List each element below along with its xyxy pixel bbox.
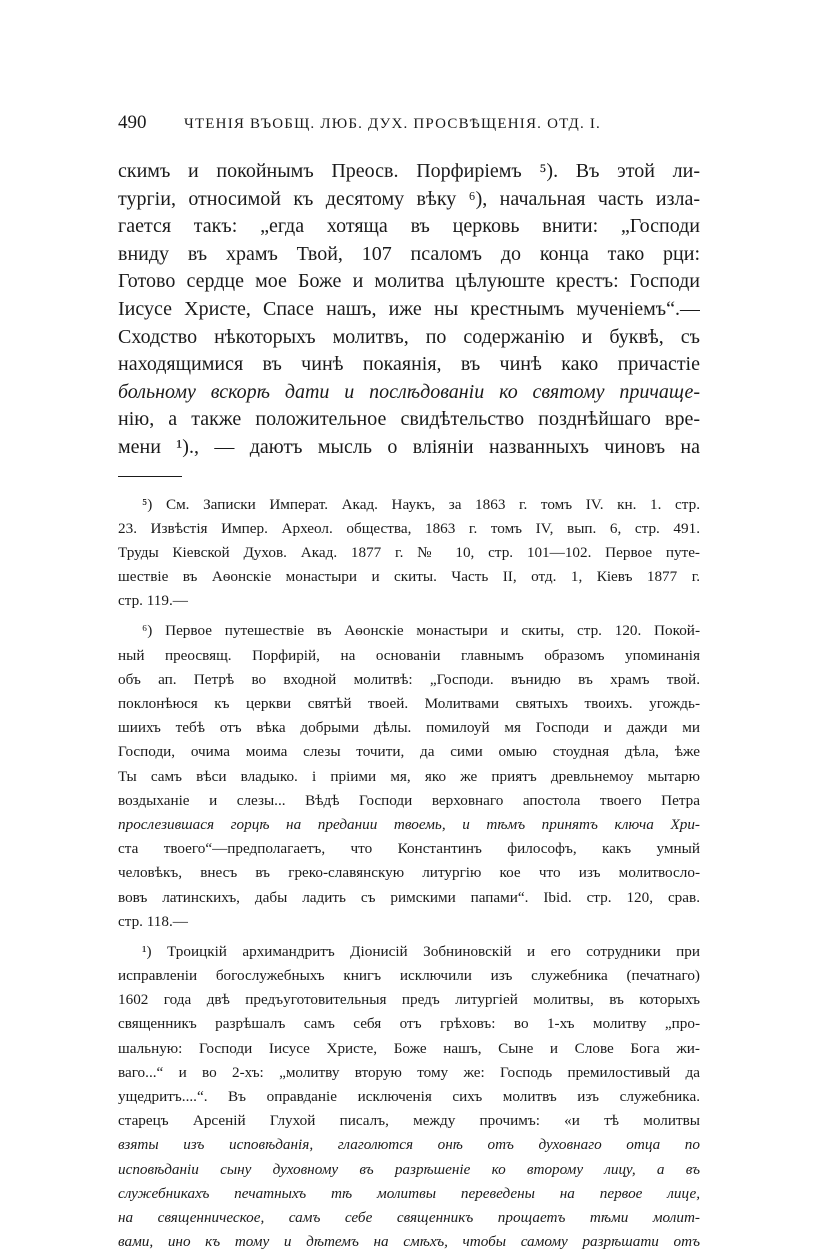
footnote-line: служебникахъ печатныхъ тѣ молитвы переведены на первое лице, bbox=[118, 1184, 700, 1202]
footnote-line: шествіе въ Аѳонскіе монастыри и скиты. Часть II, отд. 1, Кіевъ 1877 г. bbox=[118, 568, 700, 586]
footnote-5 bbox=[118, 493, 700, 614]
footnote-line: исправленіи богослужебныхъ книгъ исключили изъ служебника (печатнаго) bbox=[118, 967, 700, 985]
running-title: ЧТЕНІЯ ВЪОБЩ. ЛЮБ. ДУХ. ПРОСВѢЩЕНІЯ. ОТД. I. bbox=[184, 116, 602, 132]
footnote-line: воздыханіе и слезы... Вѣдѣ Господи верховнаго апостола твоего Петра bbox=[118, 791, 700, 809]
footnote-line: исповѣданіи сыну духовному въ разрѣшеніе ко второму лицу, а въ bbox=[118, 1160, 700, 1178]
footnote-line: вовъ латинскихъ, дабы ладить съ римскими папами“. Ibid. стр. 120, срав. bbox=[118, 888, 700, 906]
footnote-line: на священническое, самъ себе священникъ прощаетъ тѣми молит- bbox=[118, 1208, 700, 1226]
footnote-line: старецъ Арсеній Глухой писалъ, между прочимъ: «и тѣ молитвы bbox=[118, 1112, 700, 1130]
footnote-line: Господи, очима моима слезы точити, да сими омыю стоудная дѣла, ѣже bbox=[118, 743, 700, 761]
main-line: находящимися въ чинѣ покаянія, въ чинѣ како причастіе bbox=[118, 353, 700, 376]
page-header bbox=[118, 112, 700, 142]
footnote-line: поклонѣюся къ церкви святѣй твоей. Молитвами святыхъ твоихъ. угождь- bbox=[118, 695, 700, 713]
main-line: гается такъ: „егда хотяща въ церковь внити: „Господи bbox=[118, 215, 700, 238]
footnote-line: прослезившася горцѣ на предании твоемь, и тѣмъ принятъ ключа Хри- bbox=[118, 815, 700, 833]
footnote-line: ный преосвящ. Порфирій, на основаніи главнымъ образомъ упоминанія bbox=[118, 646, 700, 664]
main-text bbox=[118, 158, 700, 462]
footnote-line: 1602 года двѣ предъуготовительныя предъ литургіей молитвы, въ которыхъ bbox=[118, 991, 700, 1009]
book-page bbox=[118, 112, 700, 1260]
footnote-1 bbox=[118, 940, 700, 1254]
footnote-line: объ ап. Петрѣ во входной молитвѣ: „Господи. вънидю въ храмъ твой. bbox=[118, 670, 700, 688]
main-line: Іисусе Христе, Спасе нашъ, иже ны крестнымъ мученіемъ“.— bbox=[118, 297, 700, 320]
page-number: 490 bbox=[118, 112, 147, 133]
footnote-line: священникъ разрѣшалъ самъ себя отъ грѣховъ: во 1-хъ молитву „про- bbox=[118, 1015, 700, 1033]
footnote-line: ваго...“ и во 2-хъ: „молитву вторую тому же: Господь премилостивый да bbox=[118, 1063, 700, 1081]
main-line: мени ¹)., — даютъ мысль о вліяніи названныхъ чиновъ на bbox=[118, 435, 700, 458]
footnote-line: ⁶) Первое путешествіе въ Аѳонскіе монастыри и скиты, стр. 120. Покой- bbox=[142, 622, 700, 640]
main-line: больному вскорѣ дати и послѣдованіи ко святому причаще- bbox=[118, 380, 700, 403]
footnote-line: Ты самъ вѣси владыко. і пріими мя, яко же приятъ древльнемоу мытарю bbox=[118, 767, 700, 785]
footnote-line: ¹) Троицкій архимандритъ Діонисій Зобниновскій и его сотрудники при bbox=[142, 942, 700, 960]
footnote-line: ущедритъ....“. Въ оправданіе исключенія сихъ молитвъ изъ служебника. bbox=[118, 1088, 700, 1106]
footnote-line: 23. Извѣстія Импер. Археол. общества, 1863 г. томъ IV, вып. 6, стр. 491. bbox=[118, 519, 700, 537]
footnote-line: шиихъ тебѣ отъ вѣка добрыми дѣлы. помилоуй мя Господи и дажди ми bbox=[118, 719, 700, 737]
footnote-line: Труды Кіевской Духов. Акад. 1877 г. № 10, стр. 101—102. Первое путе- bbox=[118, 543, 700, 561]
footnote-line: стр. 119.— bbox=[118, 592, 188, 610]
footnote-line: шальную: Господи Іисусе Христе, Боже нашъ, Сыне и Слове Бога жи- bbox=[118, 1039, 700, 1057]
main-line: тургіи, относимой къ десятому вѣку ⁶), начальная часть изла- bbox=[118, 187, 700, 210]
footnote-6 bbox=[118, 619, 700, 933]
main-line: нію, а также положительное свидѣтельство позднѣйшаго вре- bbox=[118, 408, 700, 431]
footnote-line: стр. 118.— bbox=[118, 912, 188, 930]
footnote-line: человѣкъ, внесъ въ греко-славянскую литургію кое что изъ молитвосло- bbox=[118, 864, 700, 882]
main-line: Сходство нѣкоторыхъ молитвъ, по содержанію и буквѣ, съ bbox=[118, 325, 700, 348]
footnote-line: вами, ино къ тому и дѣтемъ на смѣхъ, чтобы самому разрѣшати отъ bbox=[118, 1233, 700, 1251]
main-line: вниду въ храмъ Твой, 107 псаломъ до конца тако рци: bbox=[118, 242, 700, 265]
main-line: Готово сердце мое Боже и молитва цѣлуюште крестъ: Господи bbox=[118, 270, 700, 293]
footnote-line: взяты изъ исповѣданія, глаголются онѣ отъ духовнаго отца по bbox=[118, 1136, 700, 1154]
footnote-line: ста твоего“—предполагаетъ, что Константинъ философъ, какъ умный bbox=[118, 840, 700, 858]
footnote-line: ⁵) См. Записки Императ. Акад. Наукъ, за 1863 г. томъ IV. кн. 1. стр. bbox=[142, 495, 700, 513]
main-line: скимъ и покойнымъ Преосв. Порфиріемъ ⁵). Въ этой ли- bbox=[118, 160, 700, 182]
footnote-separator bbox=[118, 476, 182, 477]
